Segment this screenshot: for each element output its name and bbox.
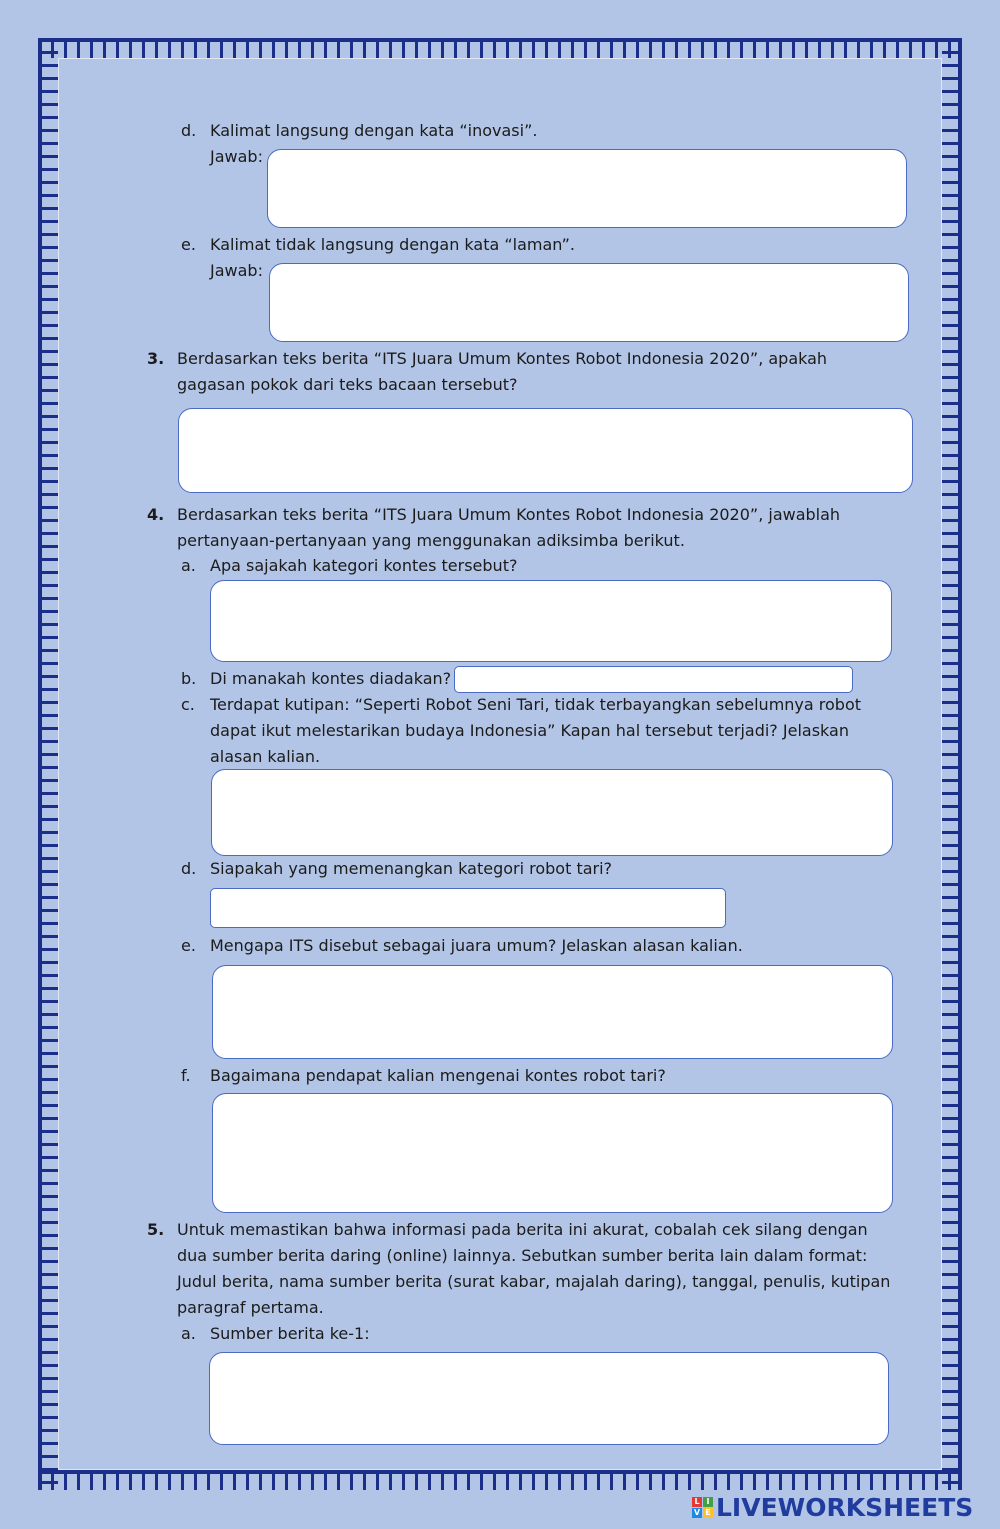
q3-line2: gagasan pokok dari teks bacaan tersebut? [177, 375, 518, 394]
q4-d-letter: d. [181, 859, 197, 878]
logo-block-v: V [693, 1507, 701, 1517]
q4-c-line3: alasan kalian. [210, 747, 321, 766]
q2-d-text: Kalimat langsung dengan kata “inovasi”. [210, 121, 538, 140]
q2-e-text: Kalimat tidak langsung dengan kata “laman”. [210, 235, 575, 254]
q3-number: 3. [147, 349, 165, 368]
border-top [38, 38, 962, 58]
q4-line2: pertanyaan-pertanyaan yang menggunakan adiksimba berikut. [177, 531, 685, 550]
q2-d-answer-label: Jawab: [210, 147, 263, 166]
q5-a-letter: a. [181, 1324, 196, 1343]
q4-a-letter: a. [181, 556, 196, 575]
q4-a-text: Apa sajakah kategori kontes tersebut? [210, 556, 518, 575]
q5-line2: dua sumber berita daring (online) lainnya. Sebutkan sumber berita lain dalam format: [177, 1246, 868, 1265]
q4-f-answer-box[interactable] [212, 1093, 893, 1213]
q4-c-line2: dapat ikut melestarikan budaya Indonesia” Kapan hal tersebut terjadi? Jelaskan [210, 721, 849, 740]
q4-line1: Berdasarkan teks berita “ITS Juara Umum Kontes Robot Indonesia 2020”, jawablah [177, 505, 841, 524]
q4-d-text: Siapakah yang memenangkan kategori robot tari? [210, 859, 613, 878]
q5-number: 5. [147, 1220, 165, 1239]
q4-c-letter: c. [181, 695, 195, 714]
q5-line4: paragraf pertama. [177, 1298, 324, 1317]
logo-blocks-icon [692, 1497, 713, 1518]
q4-number: 4. [147, 505, 165, 524]
q5-line3: Judul berita, nama sumber berita (surat kabar, majalah daring), tanggal, penulis, kutipan [177, 1272, 891, 1291]
logo-block-e: E [703, 1508, 713, 1518]
q4-e-answer-box[interactable] [212, 965, 893, 1059]
q2-e-letter: e. [181, 235, 196, 254]
border-bottom [38, 1470, 962, 1490]
q5-a-text: Sumber berita ke-1: [210, 1324, 370, 1343]
logo-block-i: I [703, 1497, 713, 1507]
border-left [38, 38, 58, 1490]
q4-f-text: Bagaimana pendapat kalian mengenai kontes robot tari? [210, 1066, 666, 1085]
q2-d-letter: d. [181, 121, 197, 140]
q4-e-text: Mengapa ITS disebut sebagai juara umum? Jelaskan alasan kalian. [210, 936, 743, 955]
q4-b-letter: b. [181, 669, 197, 688]
q2-d-answer-box[interactable] [267, 149, 907, 228]
liveworksheets-logo[interactable] [692, 1492, 973, 1522]
q5-a-answer-box[interactable] [209, 1352, 889, 1445]
q4-d-answer-field[interactable] [210, 888, 726, 928]
q5-line1: Untuk memastikan bahwa informasi pada berita ini akurat, cobalah cek silang dengan [177, 1220, 868, 1239]
q4-e-letter: e. [181, 936, 196, 955]
q3-answer-box[interactable] [178, 408, 913, 493]
q4-a-answer-box[interactable] [210, 580, 892, 662]
q4-b-answer-field[interactable] [454, 666, 853, 693]
q2-e-answer-label: Jawab: [210, 261, 263, 280]
q4-c-answer-box[interactable] [211, 769, 893, 856]
q3-line1: Berdasarkan teks berita “ITS Juara Umum Kontes Robot Indonesia 2020”, apakah [177, 349, 828, 368]
q2-e-answer-box[interactable] [269, 263, 909, 342]
border-right [942, 38, 962, 1490]
q4-f-letter: f. [181, 1066, 191, 1085]
q4-b-text: Di manakah kontes diadakan? [210, 669, 452, 688]
logo-text: LIVEWORKSHEETS [716, 1492, 974, 1522]
q4-c-line1: Terdapat kutipan: “Seperti Robot Seni Tari, tidak terbayangkan sebelumnya robot [210, 695, 862, 714]
logo-block-l: L [692, 1497, 702, 1507]
